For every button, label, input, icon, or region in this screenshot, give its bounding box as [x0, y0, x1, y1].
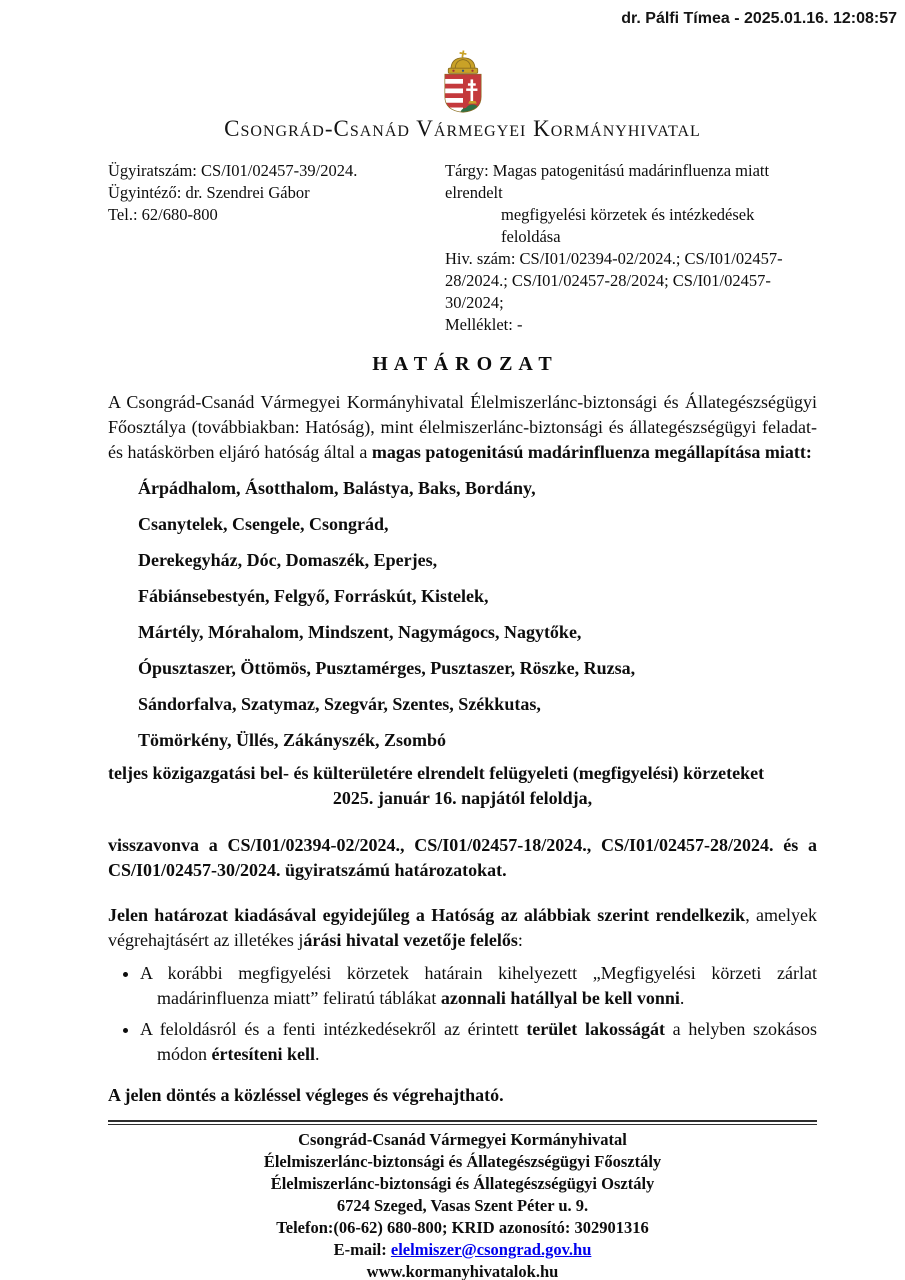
- footer-division-line: Élelmiszerlánc-biztonsági és Állategészségügyi Osztály: [270, 1174, 655, 1193]
- bullet-item-notification: [140, 1017, 817, 1067]
- effective-date-line: 2025. január 16. napjától feloldja,: [332, 788, 593, 808]
- email-link[interactable]: elelmiszer@csongrad.gov.hu: [390, 1240, 592, 1259]
- footer-phone-line: Telefon:(06-62) 680-800; KRID azonosító: 302901316: [276, 1218, 649, 1237]
- crown-cross: [458, 50, 466, 58]
- provisions-normal-2: :: [517, 930, 523, 950]
- ref-number-line-1: Hiv. szám: CS/I01/02394-02/2024.; CS/I01/02457-: [445, 249, 783, 268]
- intro-bold-text: magas patogenitású madárinfluenza megállapítása miatt:: [371, 442, 812, 462]
- bullet2-period: .: [314, 1044, 320, 1064]
- municipality-line: Mártély, Mórahalom, Mindszent, Nagymágocs, Nagytőke,: [138, 622, 582, 642]
- decision-title: H A T Á R O Z A T: [372, 353, 553, 375]
- bullet1-bold-text: azonnali hatállyal be kell vonni: [440, 988, 680, 1008]
- footer-email-line: [108, 1239, 817, 1261]
- hungarian-coat-of-arms-icon: [437, 50, 489, 114]
- reference-right-column: [445, 160, 817, 336]
- signature-stamp: dr. Pálfi Tímea - 2025.01.16. 12:08:57: [621, 10, 897, 27]
- attachment-line: Melléklet: -: [445, 315, 523, 334]
- footer-org-line: Csongrád-Csanád Vármegyei Kormányhivatal: [298, 1130, 627, 1149]
- bullet1-period: .: [679, 988, 685, 1008]
- bullet2-text-1: A feloldásról és a fenti intézkedésekről az érintett: [140, 1019, 527, 1039]
- website-line: www.kormanyhivatalok.hu: [366, 1262, 559, 1280]
- reference-left-column: [108, 160, 438, 336]
- subject-line-2: megfigyelési körzetek és intézkedések feloldása: [501, 205, 755, 246]
- bullet1-text: A korábbi megfigyelési körzetek határain kihelyezett „Megfigyelési körzeti zárlat madárinfluenza miatt” feliratú táblákat: [140, 963, 817, 1008]
- provisions-list: [108, 961, 817, 1067]
- footer-address-line: 6724 Szeged, Vasas Szent Péter u. 9.: [336, 1196, 589, 1215]
- municipality-line: Sándorfalva, Szatymaz, Szegvár, Szentes, Székkutas,: [138, 694, 541, 714]
- municipality-line: Árpádhalom, Ásotthalom, Balástya, Baks, Bordány,: [138, 478, 536, 498]
- email-label: E-mail:: [333, 1240, 391, 1259]
- footer: [108, 1120, 817, 1280]
- provisions-normal-1: , amelyek végrehajtásért az illetékes j: [108, 905, 817, 950]
- finality-paragraph: A jelen döntés a közléssel végleges és végrehajtható.: [108, 1085, 504, 1105]
- footer-double-rule: [108, 1120, 817, 1125]
- intro-paragraph: [108, 390, 817, 465]
- provisions-bold-1: Jelen határozat kiadásával egyidejűleg a Hatóság az alábbiak szerint rendelkezik: [108, 905, 746, 925]
- municipality-line: Derekegyház, Dóc, Domaszék, Eperjes,: [138, 550, 438, 570]
- subject-line-1: Tárgy: Magas patogenitású madárinfluenza miatt elrendelt: [445, 161, 770, 202]
- bullet-item-signs: [140, 961, 817, 1011]
- footer-text-block: [108, 1129, 817, 1280]
- provisions-paragraph: [108, 903, 817, 953]
- bullet2-bold-1: terület lakosságát: [526, 1019, 665, 1039]
- ref-number-line-2: 28/2024.; CS/I01/02457-28/2024; CS/I01/02457-30/2024;: [445, 271, 771, 312]
- scope-paragraph: teljes közigazgatási bel- és külterületére elrendelt felügyeleti (megfigyelési) körzeteket: [108, 763, 765, 783]
- municipality-list: [108, 476, 817, 753]
- revocation-paragraph: visszavonva a CS/I01/02394-02/2024., CS/I01/02457-18/2024., CS/I01/02457-28/2024. és a CS/I01/02457-30/2024. ügyiratszámú határozatokat.: [108, 835, 817, 880]
- municipality-line: Tömörkény, Üllés, Zákányszék, Zsombó: [138, 730, 447, 750]
- footer-department-line: Élelmiszerlánc-biztonsági és Állategészségügyi Főosztály: [263, 1152, 662, 1171]
- municipality-line: Csanytelek, Csengele, Csongrád,: [138, 514, 389, 534]
- intro-text: A Csongrád-Csanád Vármegyei Kormányhivatal Élelmiszerlánc-biztonsági és Állategészségügyi Főosztálya (továbbiakban: Hatóság), mint élelmiszerlánc-biztonsági és állategészségügyi feladat- és hatáskörben eljáró hatóság által a: [108, 392, 817, 462]
- case-number: Ügyiratszám: CS/I01/02457-39/2024.: [108, 161, 358, 180]
- municipality-line: Fábiánsebestyén, Felgyő, Forráskút, Kistelek,: [138, 586, 489, 606]
- bullet2-text-2: a helyben szokásos módon: [157, 1019, 817, 1064]
- case-officer: Ügyintéző: dr. Szendrei Gábor: [108, 183, 310, 202]
- municipality-line: Ópusztaszer, Öttömös, Pusztamérges, Pusztaszer, Röszke, Ruzsa,: [138, 658, 636, 678]
- phone-number: Tel.: 62/680-800: [108, 205, 218, 224]
- reference-block: [108, 160, 817, 336]
- provisions-bold-2: árási hivatal vezetője felelős: [303, 930, 518, 950]
- bullet2-bold-2: értesíteni kell: [211, 1044, 315, 1064]
- organization-name: Csongrád-Csanád Vármegyei Kormányhivatal: [224, 116, 701, 141]
